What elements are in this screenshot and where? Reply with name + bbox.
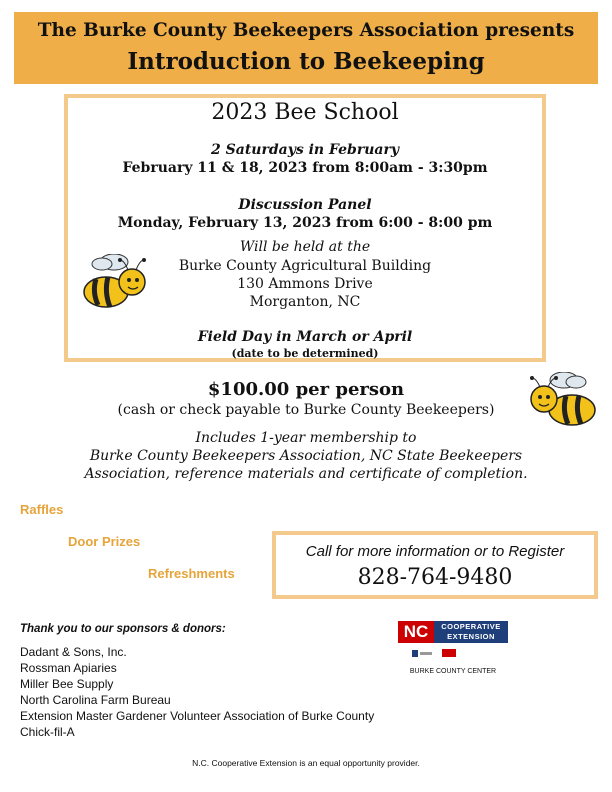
contact-box xyxy=(272,531,598,599)
includes-line-1: Includes 1-year membership to xyxy=(195,430,417,446)
field-day: Field Day in March or April xyxy=(197,329,413,345)
nc-logo-line2: EXTENSION xyxy=(447,632,495,641)
payment-note: (cash or check payable to Burke County Beekeepers) xyxy=(117,402,495,418)
panel-date: Monday, February 13, 2023 from 6:00 - 8:00 pm xyxy=(117,215,493,231)
partner-logos-icon xyxy=(410,648,470,660)
sponsor-item: Miller Bee Supply xyxy=(20,677,114,691)
sponsor-item: Rossman Apiaries xyxy=(20,661,117,675)
header-banner xyxy=(14,12,598,84)
nc-logo-letters: NC xyxy=(398,621,434,643)
sponsor-item: Chick-fil-A xyxy=(20,725,75,739)
county-center-label: BURKE COUNTY CENTER xyxy=(409,668,497,675)
header-presenter: The Burke County Beekeepers Association presents xyxy=(37,20,575,41)
extra-refreshments: Refreshments xyxy=(148,566,235,581)
includes-line-2: Burke County Beekeepers Association, NC State Beekeepers xyxy=(89,448,523,464)
school-title: 2023 Bee School xyxy=(211,100,399,125)
extra-raffles: Raffles xyxy=(20,502,64,517)
nc-logo-text xyxy=(434,621,508,643)
price: $100.00 per person xyxy=(207,379,405,400)
header-title: Introduction to Beekeeping xyxy=(127,48,485,75)
venue-city: Morganton, NC xyxy=(249,294,361,310)
sponsor-item: North Carolina Farm Bureau xyxy=(20,693,171,707)
contact-phone[interactable]: 828-764-9480 xyxy=(357,565,513,590)
nc-extension-logo xyxy=(398,621,508,643)
nc-logo-line1: COOPERATIVE xyxy=(441,622,501,631)
sponsor-item: Extension Master Gardener Volunteer Association of Burke County xyxy=(20,709,375,723)
bee-icon xyxy=(520,372,602,432)
sponsor-item: Dadant & Sons, Inc. xyxy=(20,645,127,659)
extra-door-prizes: Door Prizes xyxy=(68,534,141,549)
includes-line-3: Association, reference materials and certificate of completion. xyxy=(84,466,528,482)
panel-label: Discussion Panel xyxy=(238,197,372,213)
saturdays-dates: February 11 & 18, 2023 from 8:00am - 3:30pm xyxy=(122,160,488,176)
venue-street: 130 Ammons Drive xyxy=(237,276,373,292)
footer-disclaimer: N.C. Cooperative Extension is an equal opportunity provider. xyxy=(192,758,420,768)
held-at-label: Will be held at the xyxy=(239,239,371,255)
bee-icon xyxy=(74,254,154,316)
bee-school-box xyxy=(64,94,546,362)
contact-cta: Call for more information or to Register xyxy=(305,543,565,560)
saturdays-label: 2 Saturdays in February xyxy=(211,142,399,158)
venue-name: Burke County Agricultural Building xyxy=(178,258,432,274)
sponsors-heading: Thank you to our sponsors & donors: xyxy=(20,623,226,635)
field-day-note: (date to be determined) xyxy=(231,347,379,360)
